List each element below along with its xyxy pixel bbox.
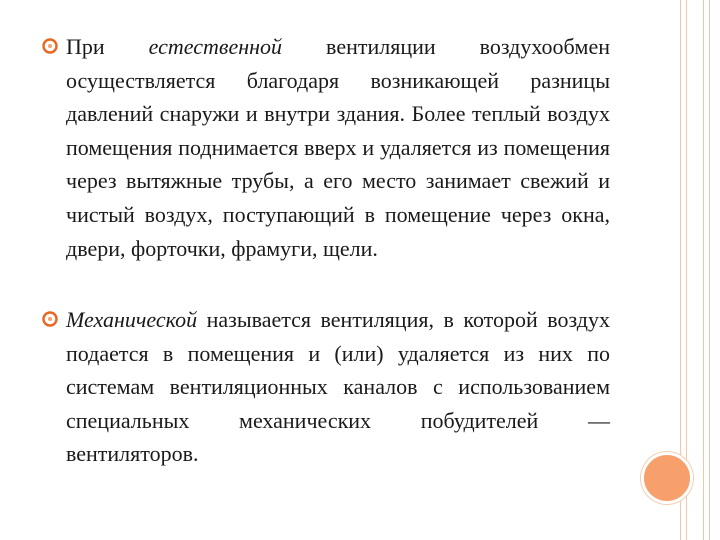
orange-circle-icon <box>641 452 693 504</box>
orange-ring-bullet-icon <box>42 311 58 327</box>
paragraph-lead: При <box>66 34 149 59</box>
paragraph-body: называется вентиляция, в которой воздух подается в помещения и (или) удаляется из них по системам вентиляционных каналов с использованием специальных механических побудителей — вентиляторов. <box>66 307 610 467</box>
frame-line-inner-right <box>703 0 704 540</box>
frame-line-inner-left <box>686 0 687 540</box>
frame-line-outer-right <box>709 0 710 540</box>
term-natural: естественной <box>148 34 283 59</box>
paragraph-body: вентиляции воздухообмен осуществляется благодаря возникающей разницы давлений снаружи и внутри здания. Более теплый воздух помещения поднимается вверх и удаляется из помещения через вытяжные трубы, а его место занимает свежий и чистый воздух, поступающий в помещение через окна, двери, форточки, фрамуги, щели. <box>66 34 610 261</box>
paragraph-mechanical-ventilation <box>66 303 610 471</box>
term-mechanical: Механической <box>66 307 198 332</box>
paragraph-natural-ventilation <box>66 30 610 265</box>
orange-ring-bullet-icon <box>42 38 58 54</box>
